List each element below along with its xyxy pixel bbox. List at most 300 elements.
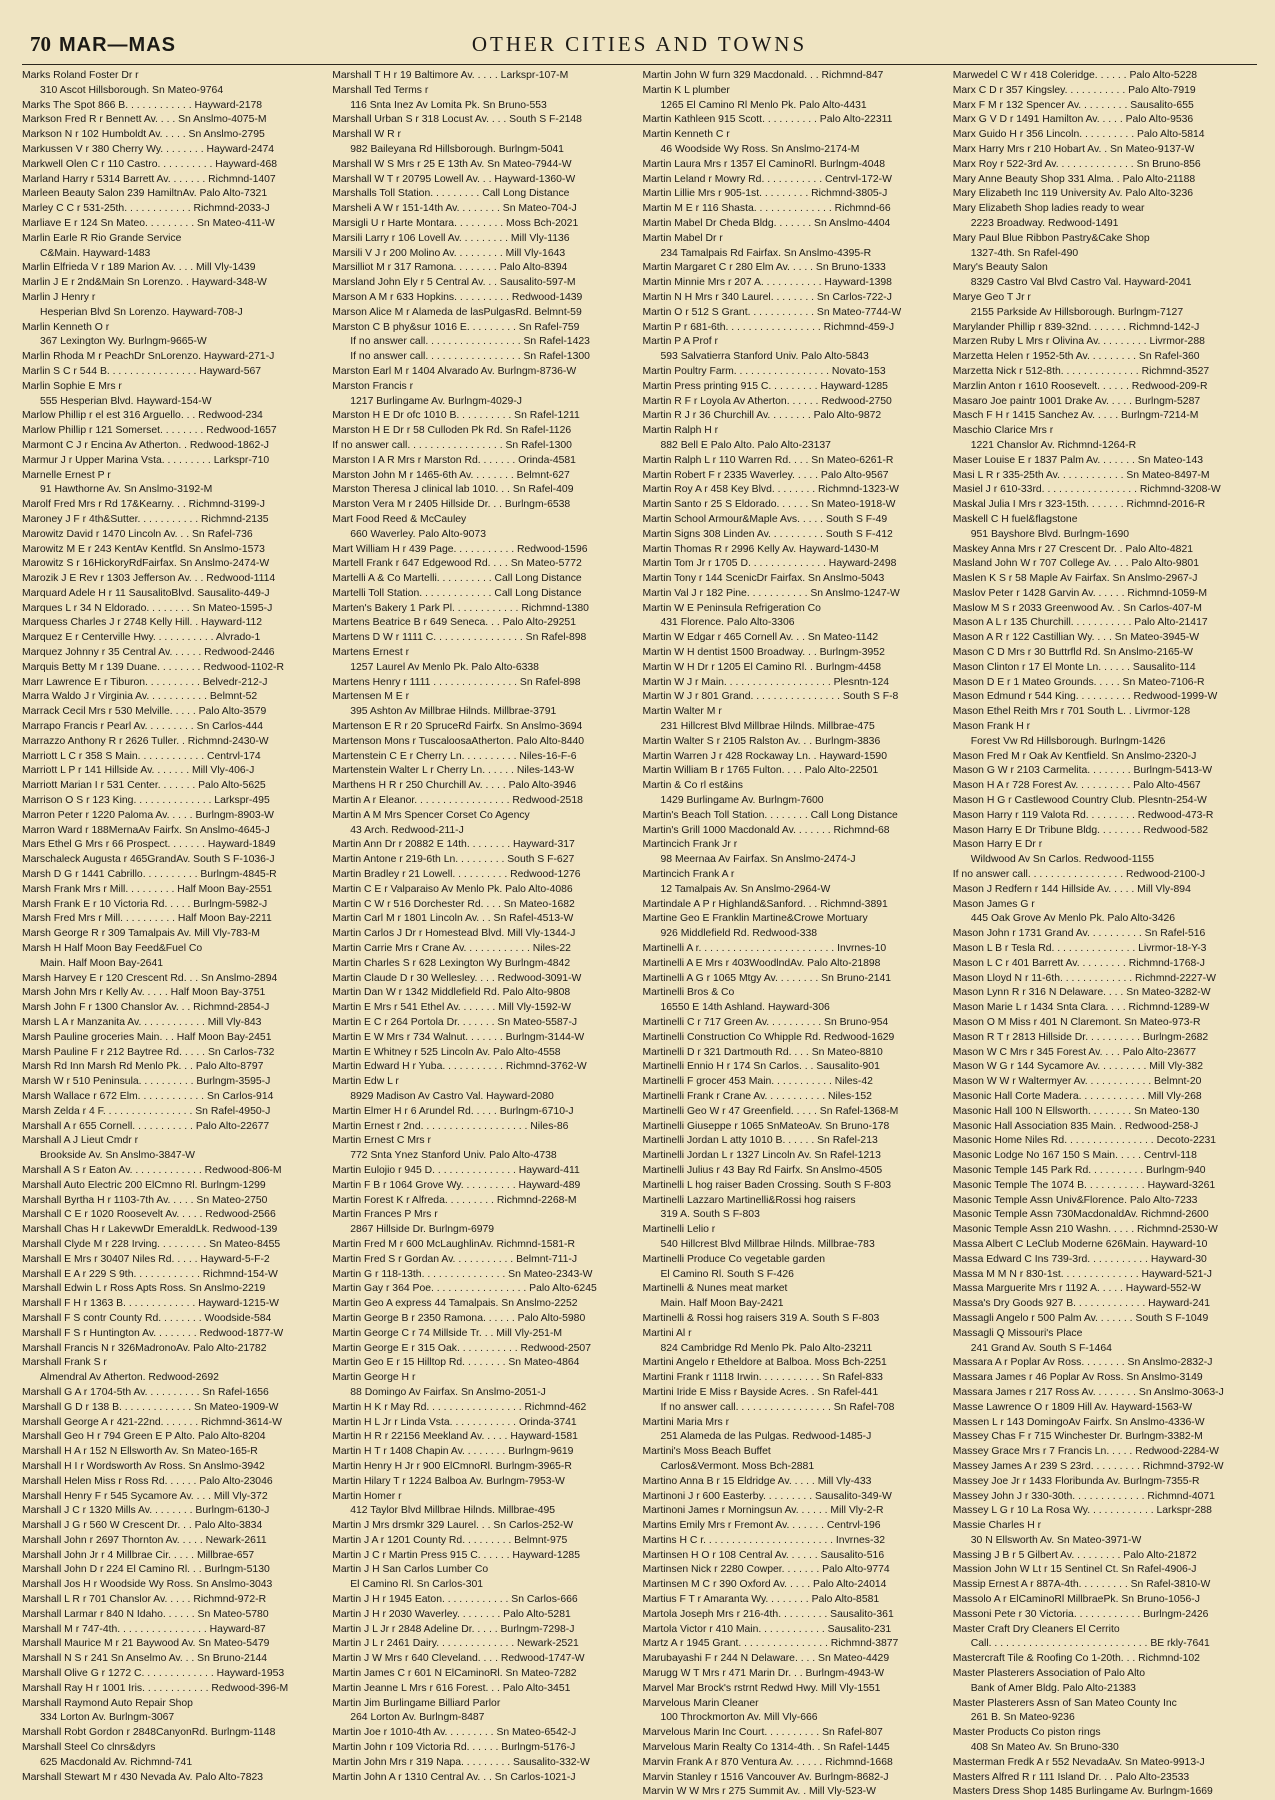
listing-entry: Marleen Beauty Salon 239 HamiltnAv. Palo Alto-7321 xyxy=(22,188,268,200)
listing-entry: Martin John Mrs r 319 Napa. . . . . . . . . Sausalito-332-W xyxy=(332,1756,590,1768)
listing-entry: Mars Ethel G Mrs r 66 Prospect. . . . . . . Hayward-1849 xyxy=(22,839,276,851)
listing-entry: Marvin W W Mrs r 275 Summit Av. . Mill Vly-523-W xyxy=(642,1786,876,1798)
listing-address-line: 12 Tamalpais Av. Sn Anslmo-2964-W xyxy=(660,883,831,895)
listing-entry: Martin W Edgar r 465 Cornell Av. . . Sn Mateo-1142 xyxy=(642,632,879,644)
listing-entry: Massey Joe Jr r 1433 Floribunda Av. Burlngm-7355-R xyxy=(952,1475,1200,1487)
listing-entry: Marx Harry Mrs r 210 Hobart Av. . Sn Mateo-9137-W xyxy=(952,143,1195,155)
page-header xyxy=(22,30,1257,65)
listing-entry: Marten's Bakery 1 Park Pl. . . . . . . . . . . . Richmnd-1380 xyxy=(332,602,589,614)
listing-entry: Martin Eulojio r 945 D. . . . . . . . . . . . . . . Hayward-411 xyxy=(332,1164,580,1176)
listing-entry: Mary's Beauty Salon xyxy=(952,262,1048,274)
listing-address-line: 234 Tamalpais Rd Fairfax. Sn Anslmo-4395-R xyxy=(660,247,872,259)
listing-entry: Markwell Olen C r 110 Castro. . . . . . . . . . Hayward-468 xyxy=(22,158,278,170)
listing-entry: Martenson E R r 20 SpruceRd Fairfx. Sn Anslmo-3694 xyxy=(332,721,583,733)
listing-entry: Martin J L r 2461 Dairy. . . . . . . . . . . . . . Newark-2521 xyxy=(332,1638,579,1650)
listing-entry: Marshall Clyde M r 228 Irving. . . . . . . . . Sn Mateo-8455 xyxy=(22,1238,281,1250)
listing-entry: Markussen V r 380 Cherry Wy. . . . . . . . Hayward-2474 xyxy=(22,143,275,155)
listing-entry: Mason A L r 135 Churchill. . . . . . . . . . . Palo Alto-21417 xyxy=(952,617,1208,629)
listing-entry: Martell Frank r 647 Edgewood Rd. . . . Sn Mateo-5772 xyxy=(332,558,582,570)
listing-entry: Marquez E r Centerville Hwy. . . . . . . . . . . Alvrado-1 xyxy=(22,632,261,644)
listing-entry: Martin J Mrs drsmkr 329 Laurel. . . Sn Carlos-252-W xyxy=(332,1520,574,1532)
listing-entry: Maser Louise E r 1837 Palm Av. . . . . . . Sn Mateo-143 xyxy=(952,454,1204,466)
listing-entry: Massa Albert C LeClub Moderne 626Main. Hayward-10 xyxy=(952,1238,1208,1250)
listing-entry: Martinsen H O r 108 Central Av. . . . . . Sausalito-516 xyxy=(642,1549,885,1561)
listing-entry: Mason Fred M r Oak Av Kentfield. Sn Anslmo-2320-J xyxy=(952,750,1197,762)
listing-entry: Massara James r 217 Ross Av. . . . . . . . Sn Anslmo-3063-J xyxy=(952,1386,1224,1398)
listing-entry: Masonic Lodge No 167 150 S Main. . . . . Centrvl-118 xyxy=(952,1150,1197,1162)
listing-entry: Maslow M S r 2033 Greenwood Av. . Sn Carlos-407-M xyxy=(952,602,1202,614)
listing-entry: Marlin Kenneth O r xyxy=(22,321,110,333)
listing-entry: Mason R T r 2813 Hillside Dr. . . . . . . . . . Burlngm-2682 xyxy=(952,1031,1209,1043)
listing-entry: Martin Roy A r 458 Key Blvd. . . . . . . . Richmnd-1323-W xyxy=(642,484,899,496)
listing-entry: Martin William B r 1765 Fulton. . . . Palo Alto-22501 xyxy=(642,765,879,777)
listing-address-line: 251 Alameda de las Pulgas. Redwood-1485-J xyxy=(660,1431,872,1443)
listing-address-line: 116 Snta Inez Av Lomita Pk. Sn Bruno-553 xyxy=(350,99,547,111)
listing-entry: Maslen K S r 58 Maple Av Fairfax. Sn Anslmo-2967-J xyxy=(952,573,1198,585)
listing-entry: Marshall Maurice M r 21 Baywood Av. Sn Mateo-5479 xyxy=(22,1638,270,1650)
listing-entry: Marshall Edwin L r Ross Apts Ross. Sn Anslmo-2219 xyxy=(22,1283,266,1295)
listing-entry: Marshall Olive G r 1272 C. . . . . . . . . . . . . Hayward-1953 xyxy=(22,1668,285,1680)
listing-entry: Martin George B r 2350 Ramona. . . . . . Palo Alto-5980 xyxy=(332,1312,586,1324)
listing-entry: Masonic Hall 100 N Ellsworth. . . . . . . . Sn Mateo-130 xyxy=(952,1105,1200,1117)
listing-entry: Marshall Ray H r 1001 Iris. . . . . . . . . . . . Redwood-396-M xyxy=(22,1682,289,1694)
listing-entry: Martin Bradley r 21 Lowell. . . . . . . . . . Redwood-1276 xyxy=(332,869,581,881)
listing-entry: Mason H G r Castlewood Country Club. Plesntn-254-W xyxy=(952,795,1207,807)
listing-entry: Marshall G D r 138 B. . . . . . . . . . . . . Sn Mateo-1909-W xyxy=(22,1401,279,1413)
listing-columns xyxy=(22,69,1257,1800)
listing-address-line: 334 Lorton Av. Burlngm-3067 xyxy=(40,1712,175,1724)
listing-entry: Martola Joseph Mrs r 216-4th. . . . . . . . . Sausalito-361 xyxy=(642,1608,894,1620)
listing-entry: Martin R F r Loyola Av Atherton. . . . . . Redwood-2750 xyxy=(642,395,892,407)
listing-entry: Mason G W r 2103 Carmelita. . . . . . . . Burlngm-5413-W xyxy=(952,765,1213,777)
listing-address-line: 1257 Laurel Av Menlo Pk. Palo Alto-6338 xyxy=(350,661,539,673)
listing-entry: Martinelli & Rossi hog raisers 319 A. South S F-803 xyxy=(642,1312,880,1324)
listing-entry: Marlin S C r 544 B. . . . . . . . . . . . . . . . Hayward-567 xyxy=(22,365,262,377)
listing-entry: Maslov Peter r 1428 Garvin Av. . . . . . Richmnd-1059-M xyxy=(952,587,1208,599)
listing-entry: Marx Roy r 522-3rd Av. . . . . . . . . . . . . . Sn Bruno-856 xyxy=(952,158,1201,170)
listing-entry: Marsh W r 510 Peninsula. . . . . . . . . . Burlngm-3595-J xyxy=(22,1076,271,1088)
listing-entry: Martin P A Prof r xyxy=(642,336,718,348)
listing-entry: Marvin Frank A r 870 Ventura Av. . . . . . Richmnd-1668 xyxy=(642,1756,893,1768)
listing-address-line: C&Main. Hayward-1483 xyxy=(40,247,151,259)
listing-entry: Martini Maria Mrs r xyxy=(642,1416,730,1428)
listing-entry: Martin W H dentist 1500 Broadway. . . Burlngm-3952 xyxy=(642,647,885,659)
listing-entry: Martin John W furn 329 Macdonald. . . Richmnd-847 xyxy=(642,70,884,81)
listing-entry: Marlow Phillip r 121 Somerset. . . . . . . . Redwood-1657 xyxy=(22,425,277,437)
listing-entry: Martin W J r 801 Grand. . . . . . . . . . . . . . . . South S F-8 xyxy=(642,691,899,703)
listing-entry: Masterman Fredk A r 552 NevadaAv. Sn Mateo-9913-J xyxy=(952,1756,1205,1768)
listing-entry: Marshall Steel Co clnrs&dyrs xyxy=(22,1742,156,1754)
listing-entry: Martin C W r 516 Dorchester Rd. . . . Sn Mateo-1682 xyxy=(332,898,575,910)
listing-entry: Martin's Beach Toll Station. . . . . . . . Call Long Distance xyxy=(642,809,898,821)
listing-entry: Martin J A r 1201 County Rd. . . . . . . . . Belmnt-975 xyxy=(332,1534,568,1546)
listing-entry: Martin Kenneth C r xyxy=(642,129,730,141)
listing-entry: Marye Geo T Jr r xyxy=(952,291,1031,303)
listing-entry: Martin J L Jr r 2848 Adeline Dr. . . . . Burlngm-7298-J xyxy=(332,1623,575,1635)
listing-entry: Mason L C r 401 Barrett Av. . . . . . . . . Richmnd-1768-J xyxy=(952,957,1205,969)
listing-entry: Marowitz S r 16HickoryRdFairfax. Sn Anslmo-2474-W xyxy=(22,558,270,570)
listing-entry: Markson Fred R r Bennett Av. . . . Sn Anslmo-4075-M xyxy=(22,114,267,126)
listing-address-line: Brookside Av. Sn Anslmo-3847-W xyxy=(40,1150,195,1162)
listing-entry: Marowitz David r 1470 Lincoln Av. . . Sn Rafel-736 xyxy=(22,528,253,540)
listing-entry: Martini Angelo r Etheldore at Balboa. Moss Bch-2251 xyxy=(642,1357,887,1369)
listing-entry: Marshall J G r 560 W Crescent Dr. . . Palo Alto-3834 xyxy=(22,1520,263,1532)
listing-entry: Marmur J r Upper Marina Vsta. . . . . . . . . Larkspr-710 xyxy=(22,454,270,466)
listing-entry: Marshall Jos H r Woodside Wy Ross. Sn Anslmo-3043 xyxy=(22,1579,273,1591)
listing-entry: Marston Vera M r 2405 Hillside Dr. . . Burlngm-6538 xyxy=(332,499,571,511)
listing-entry: Martin O r 512 S Grant. . . . . . . . . . . . Sn Mateo-7744-W xyxy=(642,306,902,318)
listing-entry: If no answer call. . . . . . . . . . . . . . . . . Sn Rafel-1300 xyxy=(332,439,572,451)
listing-entry: Marugg W T Mrs r 471 Marin Dr. . . Burlngm-4943-W xyxy=(642,1668,885,1680)
listing-entry: Marston I A R Mrs r Marston Rd. . . . . . . Orinda-4581 xyxy=(332,454,576,466)
listing-entry: Marsh L A r Manzanita Av. . . . . . . . . . . . Mill Vly-843 xyxy=(22,1017,262,1028)
listing-entry: Marx F M r 132 Spencer Av. . . . . . . . . Sausalito-655 xyxy=(952,99,1194,111)
listing-entry: Martinelli C r 717 Green Av. . . . . . . . . . Sn Bruno-954 xyxy=(642,1017,889,1028)
listing-entry: Martin Joe r 1010-4th Av. . . . . . . . . Sn Mateo-6542-J xyxy=(332,1727,577,1739)
listing-entry: Martinelli Bros & Co xyxy=(642,987,735,999)
listing-entry: Martz A r 1945 Grant. . . . . . . . . . . . . . . . Richmnd-3877 xyxy=(642,1638,899,1650)
listing-entry: Marvin Stanley r 1516 Vancouver Av. Burlngm-8682-J xyxy=(642,1771,889,1783)
listing-entry: Masonic Home Niles Rd. . . . . . . . . . . . . . . . Decoto-2231 xyxy=(952,1135,1217,1147)
listing-entry: Martini Iride E Miss r Bayside Acres. . Sn Rafel-441 xyxy=(642,1386,879,1398)
listing-address-line: 408 Sn Mateo Av. Sn Bruno-330 xyxy=(970,1742,1119,1754)
listing-entry: Marshall Robt Gordon r 2848CanyonRd. Burlngm-1148 xyxy=(22,1727,276,1739)
listing-entry: Martin E Mrs r 541 Ethel Av. . . . . . . Mill Vly-1592-W xyxy=(332,1002,571,1014)
page-title: OTHER CITIES AND TOWNS xyxy=(471,32,808,56)
listing-address-line: 445 Oak Grove Av Menlo Pk. Palo Alto-3426 xyxy=(970,913,1176,925)
listing-entry: Marshall W T r 20795 Lowell Av. . . Hayward-1360-W xyxy=(332,173,576,185)
listing-address-line: 261 B. Sn Mateo-9236 xyxy=(970,1712,1075,1724)
listing-entry: Maskell C H fuel&flagstone xyxy=(952,513,1078,525)
listing-entry: Marvelous Marin Inc Court. . . . . . . . . . Sn Rafel-807 xyxy=(642,1727,883,1739)
listing-entry: Masters Alfred R r 111 Island Dr. . . Palo Alto-23533 xyxy=(952,1771,1190,1783)
listing-address-line: 8329 Castro Val Blvd Castro Val. Hayward-2041 xyxy=(970,277,1192,289)
listing-entry: Martin Poultry Farm. . . . . . . . . . . . . . . . . Novato-153 xyxy=(642,365,886,377)
listing-entry: Martinelli Jordan L atty 1010 B. . . . . . Sn Rafel-213 xyxy=(642,1135,878,1147)
listing-entry: Massey Chas F r 715 Winchester Dr. Burlngm-3382-M xyxy=(952,1431,1203,1443)
listing-entry: Martin P r 681-6th. . . . . . . . . . . . . . . . . Richmnd-459-J xyxy=(642,321,895,333)
listing-entry: Martinsen Nick r 2280 Cowper. . . . . . . Palo Alto-9774 xyxy=(642,1564,890,1576)
listing-address-line: If no answer call. . . . . . . . . . . . . . . . . Sn Rafel-708 xyxy=(660,1401,895,1413)
listing-entry: Massey John J r 330-30th. . . . . . . . . . . . . Richmnd-4071 xyxy=(952,1490,1215,1502)
listing-address-line: 1429 Burlingame Av. Burlngm-7600 xyxy=(660,795,824,807)
listing-entry: Marsh George R r 309 Tamalpais Av. Mill Vly-783-M xyxy=(22,928,260,940)
listing-entry: Masonic Hall Association 835 Main. . Redwood-258-J xyxy=(952,1120,1199,1132)
listing-entry: Marvel Mar Brock's rstrnt Redwd Hwy. Mill Vly-1551 xyxy=(642,1682,881,1694)
listing-entry: Martin George E r 315 Oak. . . . . . . . . . . Redwood-2507 xyxy=(332,1342,591,1354)
listing-entry: Marlin Earle R Rio Grande Service xyxy=(22,232,182,244)
listing-entry: Martens D W r 1111 C. . . . . . . . . . . . . . . . Sn Rafel-898 xyxy=(332,632,587,644)
listing-entry: Masch F H r 1415 Sanchez Av. . . . . Burlngm-7214-M xyxy=(952,410,1199,422)
listing-entry: Marston Earl M r 1404 Alvarado Av. Burlngm-8736-W xyxy=(332,365,577,377)
listing-column-3 xyxy=(643,69,947,1800)
listing-address-line: Wildwood Av Sn Carlos. Redwood-1155 xyxy=(970,854,1155,866)
listing-entry: Marshall A S r Eaton Av. . . . . . . . . . . . . Redwood-806-M xyxy=(22,1164,282,1176)
listing-entry: Martin Signs 308 Linden Av. . . . . . . . . . South S F-412 xyxy=(642,528,893,540)
alpha-range: MAR—MAS xyxy=(59,34,176,56)
listing-address-line: 1217 Burlingame Av. Burlngm-4029-J xyxy=(350,395,522,407)
listing-entry: Martinelli A G r 1065 Mtgy Av. . . . . . . . Sn Bruno-2141 xyxy=(642,972,892,984)
listing-entry: Martelli A & Co Martelli. . . . . . . . . . Call Long Distance xyxy=(332,573,582,585)
listing-address-line: 412 Taylor Blvd Millbrae Hilnds. Millbrae-495 xyxy=(350,1505,556,1517)
listing-entry: Martin Antone r 219-6th Ln. . . . . . . . . South S F-627 xyxy=(332,854,575,866)
listing-entry: Martinelli A E Mrs r 403WoodlndAv. Palo Alto-21898 xyxy=(642,957,881,969)
listing-entry: Marsh Zelda r 4 F. . . . . . . . . . . . . . . . Sn Rafel-4950-J xyxy=(22,1105,271,1117)
listing-entry: Martin Minnie Mrs r 207 A. . . . . . . . . . . Hayward-1398 xyxy=(642,277,892,289)
listing-address-line: Main. Half Moon Bay-2641 xyxy=(40,957,164,969)
listing-entry: Marozik J E Rev r 1303 Jefferson Av. . . Redwood-1114 xyxy=(22,573,276,585)
listing-address-line: 2867 Hillside Dr. Burlngm-6979 xyxy=(350,1224,495,1236)
listing-entry: Martius F T r Amaranta Wy. . . . . . . . Palo Alto-8581 xyxy=(642,1594,880,1606)
listing-entry: Martin Carl M r 1801 Lincoln Av. . . Sn Rafel-4513-W xyxy=(332,913,574,925)
listing-entry: Martin Ernest r 2nd. . . . . . . . . . . . . . . . . . . Niles-86 xyxy=(332,1120,569,1132)
listing-address-line: 100 Throckmorton Av. Mill Vly-666 xyxy=(660,1712,818,1724)
listing-entry: Marshall J C r 1320 Mills Av. . . . . . . . Burlngm-6130-J xyxy=(22,1505,270,1517)
listing-entry: Marsili V J r 200 Molino Av. . . . . . . . . Mill Vly-1643 xyxy=(332,247,566,259)
listing-entry: Marshall Henry F r 545 Sycamore Av. . . . Mill Vly-372 xyxy=(22,1490,268,1502)
listing-entry: Martenstein Walter L r Cherry Ln. . . . . . Niles-143-W xyxy=(332,765,574,777)
listing-entry: Marsh Wallace r 672 Elm. . . . . . . . . . . . Sn Carlos-914 xyxy=(22,1090,274,1102)
listing-entry: Martens Henry r 1111 . . . . . . . . . . . . . . . Sn Rafel-898 xyxy=(332,676,581,688)
listing-entry: Martin Frances P Mrs r xyxy=(332,1209,438,1221)
listing-entry: Martin George C r 74 Millside Tr. . . Mill Vly-251-M xyxy=(332,1327,563,1339)
listing-address-line: 772 Snta Ynez Stanford Univ. Palo Alto-4738 xyxy=(350,1150,557,1162)
listing-entry: Martinelli Giuseppe r 1065 SnMateoAv. Sn Bruno-178 xyxy=(642,1120,890,1132)
listing-entry: Martin Ralph H r xyxy=(642,425,719,437)
listing-address-line: Carlos&Vermont. Moss Bch-2881 xyxy=(660,1460,815,1472)
listing-entry: Massagli Q Missouri's Place xyxy=(952,1327,1083,1339)
listing-entry: Martin Walter M r xyxy=(642,706,722,718)
listing-address-line: Hesperian Blvd Sn Lorenzo. Hayward-708-J xyxy=(40,306,243,318)
listing-entry: Marriott L P r 141 Hillside Av. . . . . . . Mill Vly-406-J xyxy=(22,765,255,777)
listing-entry: Marlow Phillip r el est 316 Arguello. . . Redwood-234 xyxy=(22,410,263,422)
listing-entry: Marshall Byrtha H r 1103-7th Av. . . . . Sn Mateo-2750 xyxy=(22,1194,268,1206)
listing-address-line: 1265 El Camino Rl Menlo Pk. Palo Alto-4431 xyxy=(660,99,867,111)
listing-entry: Marshall T H r 19 Baltimore Av. . . . . Larkspr-107-M xyxy=(332,70,569,81)
listing-entry: Martin J H r 1945 Eaton. . . . . . . . . . . . Sn Carlos-666 xyxy=(332,1594,578,1606)
listing-entry: Martin George H r xyxy=(332,1372,416,1384)
listing-entry: Martincich Frank A r xyxy=(642,869,735,881)
listing-entry: Marr Lawrence E r Tiburon. . . . . . . . . . Belvedr-212-J xyxy=(22,676,268,688)
listing-entry: Marsh Rd Inn Marsh Rd Menlo Pk. . . Palo Alto-8797 xyxy=(22,1061,264,1073)
listing-entry: Martin Press printing 915 C. . . . . . . . . Hayward-1285 xyxy=(642,380,888,392)
listing-entry: Massa Marguerite Mrs r 1192 A. . . . . Hayward-552-W xyxy=(952,1283,1201,1295)
listing-entry: Martinelli Geo W r 47 Greenfield. . . . . Sn Rafel-1368-M xyxy=(642,1105,899,1117)
listing-entry: Marubayashi F r 244 N Delaware. . . . Sn Mateo-4429 xyxy=(642,1653,890,1665)
listing-entry: Martin Fred S r Gordan Av. . . . . . . . . . . Belmnt-711-J xyxy=(332,1253,578,1265)
listing-entry: Masonic Temple Assn Univ&Florence. Palo Alto-7233 xyxy=(952,1194,1198,1206)
listing-entry: Marshall Geo H r 794 Green E P Alto. Palo Alto-8204 xyxy=(22,1431,266,1443)
listing-entry: Marshall George A r 421-22nd. . . . . . . Richmnd-3614-W xyxy=(22,1416,282,1428)
listing-address-line: El Camino Rl. South S F-426 xyxy=(660,1268,794,1280)
listing-entry: Martin J W Mrs r 640 Cleveland. . . . Redwood-1747-W xyxy=(332,1653,585,1665)
listing-address-line: 431 Florence. Palo Alto-3306 xyxy=(660,617,795,629)
listing-entry: Marshall A r 655 Cornell. . . . . . . . . . . Palo Alto-22677 xyxy=(22,1120,270,1132)
listing-entry: Martens Beatrice B r 649 Seneca. . . Palo Alto-29251 xyxy=(332,617,576,629)
listing-entry: Massara James r 46 Poplar Av Ross. Sn Anslmo-3149 xyxy=(952,1372,1203,1384)
listing-entry: Marshall Auto Electric 200 ElCmno Rl. Burlngm-1299 xyxy=(22,1179,266,1191)
listing-entry: Mason H A r 728 Forest Av. . . . . . . . . . Palo Alto-4567 xyxy=(952,780,1201,792)
listing-entry: Mason Edmund r 544 King. . . . . . . . . . Redwood-1999-W xyxy=(952,691,1218,703)
listing-entry: Marsh John F r 1300 Chanslor Av. . . Richmnd-2854-J xyxy=(22,1002,270,1014)
listing-entry: Marthens H R r 250 Churchill Av. . . . . Palo Alto-3946 xyxy=(332,780,577,792)
listing-entry: Martino Anna B r 15 Eldridge Av. . . . . Mill Vly-433 xyxy=(642,1475,872,1487)
listing-entry: Mastercraft Tile & Roofing Co 1-20th. . . Richmnd-102 xyxy=(952,1653,1200,1665)
listing-address-line: 231 Hillcrest Blvd Millbrae Hilnds. Millbrae-475 xyxy=(660,721,875,733)
listing-entry: Maschio Clarice Mrs r xyxy=(952,425,1054,437)
listing-entry: Martinelli A r. . . . . . . . . . . . . . . . . . . . . . . . Invrnes-10 xyxy=(642,943,887,955)
listing-entry: Martin K L plumber xyxy=(642,84,730,96)
listing-entry: Martin A r Eleanor. . . . . . . . . . . . . . . . . Redwood-2518 xyxy=(332,795,583,807)
listing-entry: Martinsen M C r 390 Oxford Av. . . . . Palo Alto-24014 xyxy=(642,1579,887,1591)
listing-entry: Mason Lloyd N r 11-6th. . . . . . . . . . . . . Richmnd-2227-W xyxy=(952,972,1216,984)
listing-entry: Martin John A r 1310 Central Av. . . Sn Carlos-1021-J xyxy=(332,1771,576,1783)
listing-entry: Marshall Francis N r 326MadronoAv. Palo Alto-21782 xyxy=(22,1342,267,1354)
listing-entry: Mason Clinton r 17 El Monte Ln. . . . . . Sausalito-114 xyxy=(952,661,1196,673)
listing-entry: Mason Harry E Dr Tribune Bldg. . . . . . . . Redwood-582 xyxy=(952,824,1209,836)
listing-entry: Mason Marie L r 1434 Snta Clara. . . . Richmnd-1289-W xyxy=(952,1002,1210,1014)
listing-entry: Marley C C r 531-25th. . . . . . . . . . . . Richmnd-2033-J xyxy=(22,203,270,215)
listing-address-line: 98 Meernaa Av Fairfax. Sn Anslmo-2474-J xyxy=(660,854,856,866)
listing-entry: Marrison O S r 123 King. . . . . . . . . . . . . . Larkspr-495 xyxy=(22,795,270,807)
listing-entry: Massen L r 143 DomingoAv Fairfx. Sn Anslmo-4336-W xyxy=(952,1416,1205,1428)
listing-entry: Marsh D G r 1441 Cabrillo. . . . . . . . . . Burlngm-4845-R xyxy=(22,869,277,881)
listing-entry: Massey James A r 239 S 23rd. . . . . . . . . Richmnd-3792-W xyxy=(952,1460,1224,1472)
listing-entry: Marsh H Half Moon Bay Feed&Fuel Co xyxy=(22,943,203,955)
listing-entry: Marsh Pauline groceries Main. . . Half Moon Bay-2451 xyxy=(22,1031,272,1043)
listing-entry: Marriott Marian I r 531 Center. . . . . . . Palo Alto-5625 xyxy=(22,780,266,792)
listing-entry: Massip Ernest A r 887A-4th. . . . . . . . . Sn Rafel-3810-W xyxy=(952,1579,1211,1591)
listing-entry: Martinelli Construction Co Whipple Rd. Redwood-1629 xyxy=(642,1031,895,1043)
listing-entry: Mason J Redfern r 144 Hillside Av. . . . . Mill Vly-894 xyxy=(952,883,1191,895)
page-number: 70 xyxy=(30,32,51,56)
listing-entry: Mason James G r xyxy=(952,898,1035,910)
listing-address-line: 882 Bell E Palo Alto. Palo Alto-23137 xyxy=(660,439,831,451)
listing-address-line: Bank of Amer Bldg. Palo Alto-21383 xyxy=(970,1682,1136,1694)
listing-entry: Martinelli Ennio H r 174 Sn Carlos. . . Sausalito-901 xyxy=(642,1061,880,1073)
listing-entry: Martine Geo E Franklin Martine&Crowe Mortuary xyxy=(642,913,868,925)
listing-entry: Marsigli U r Harte Montara. . . . . . . . . Moss Bch-2021 xyxy=(332,217,579,229)
listing-entry: Martin Jim Burlingame Billiard Parlor xyxy=(332,1697,501,1709)
listing-entry: Martinelli D r 321 Dartmouth Rd. . . . Sn Mateo-8810 xyxy=(642,1046,883,1058)
listing-entry: Massa M M N r 830-1st. . . . . . . . . . . . . . Hayward-521-J xyxy=(952,1268,1213,1280)
listing-address-line: 395 Ashton Av Millbrae Hilnds. Millbrae-3791 xyxy=(350,706,557,718)
listing-entry: Martola Victor r 410 Main. . . . . . . . . . . . Sausalito-231 xyxy=(642,1623,892,1635)
listing-entry: Marsili Larry r 106 Lovell Av. . . . . . . . . Mill Vly-1136 xyxy=(332,232,570,244)
listing-entry: Marshall Larmar r 840 N Idaho. . . . . . Sn Mateo-5780 xyxy=(22,1608,269,1620)
listing-entry: Martin G r 118-13th. . . . . . . . . . . . . . . Sn Mateo-2343-W xyxy=(332,1268,593,1280)
listing-entry: Masland John W r 707 College Av. . . . Palo Alto-9801 xyxy=(952,558,1199,570)
listing-entry: Marx C D r 357 Kingsley. . . . . . . . . . . Palo Alto-7919 xyxy=(952,84,1196,96)
listing-entry: Mason W G r 144 Sycamore Av. . . . . . . . . Mill Vly-382 xyxy=(952,1061,1203,1073)
listing-address-line: If no answer call. . . . . . . . . . . . . . . . . Sn Rafel-1423 xyxy=(350,336,590,348)
listing-entry: Master Plasterers Assn of San Mateo County Inc xyxy=(952,1697,1177,1709)
listing-entry: Martin Walter S r 2105 Ralston Av. . . Burlngm-3836 xyxy=(642,735,881,747)
listing-entry: Mason Frank H r xyxy=(952,721,1031,733)
listing-address-line: 30 N Ellsworth Av. Sn Mateo-3971-W xyxy=(970,1534,1142,1546)
listing-entry: Marshall H A r 152 N Ellsworth Av. Sn Mateo-165-R xyxy=(22,1446,258,1458)
listing-entry: Masonic Temple Assn 730MacdonaldAv. Richmnd-2600 xyxy=(952,1209,1209,1221)
listing-entry: Mary Paul Blue Ribbon Pastry&Cake Shop xyxy=(952,232,1150,244)
listing-entry: Martenson Mons r TuscaloosaAtherton. Palo Alto-8440 xyxy=(332,735,585,747)
listing-entry: Marmont C J r Encina Av Atherton. . Redwood-1862-J xyxy=(22,439,269,451)
listing-entry: Marnelle Ernest P r xyxy=(22,469,111,481)
listing-entry: Maskey Anna Mrs r 27 Crescent Dr. . Palo Alto-4821 xyxy=(952,543,1193,555)
listing-entry: Martin Ernest C Mrs r xyxy=(332,1135,431,1147)
listing-entry: Mason W C Mrs r 345 Forest Av. . . . Palo Alto-23677 xyxy=(952,1046,1197,1058)
listing-entry: Martin Ralph L r 110 Warren Rd. . . . Sn Mateo-6261-R xyxy=(642,454,894,466)
listing-entry: Marshall A J Lieut Cmdr r xyxy=(22,1135,139,1147)
listing-address-line: 88 Domingo Av Fairfax. Sn Anslmo-2051-J xyxy=(350,1386,546,1398)
listing-entry: Martin & Co rl est&ins xyxy=(642,780,743,792)
listing-entry: Martin Lillie Mrs r 905-1st. . . . . . . . . Richmnd-3805-J xyxy=(642,188,888,200)
listing-entry: Marshall Helen Miss r Ross Rd. . . . . . Palo Alto-23046 xyxy=(22,1475,273,1487)
listing-entry: Martin Fred M r 600 McLaughlinAv. Richmnd-1581-R xyxy=(332,1238,575,1250)
listing-entry: Marx G V D r 1491 Hamilton Av. . . . . Palo Alto-9536 xyxy=(952,114,1194,126)
listing-entry: Martens Ernest r xyxy=(332,647,410,659)
listing-entry: Massey Grace Mrs r 7 Francis Ln. . . . . Redwood-2284-W xyxy=(952,1446,1219,1458)
listing-entry: Marson A M r 633 Hopkins. . . . . . . . . . Redwood-1439 xyxy=(332,291,583,303)
listing-entry: Marriott L C r 358 S Main. . . . . . . . . . . . Centrvl-174 xyxy=(22,750,261,762)
listing-entry: Martin Geo E r 15 Hilltop Rd. . . . . . . . Sn Mateo-4864 xyxy=(332,1357,580,1369)
listing-entry: Marsh Pauline F r 212 Baytree Rd. . . . . Sn Carlos-732 xyxy=(22,1046,275,1058)
listing-entry: Martensen M E r xyxy=(332,691,410,703)
listing-entry: Maskal Julia I Mrs r 323-15th. . . . . . . Richmnd-2016-R xyxy=(952,499,1206,511)
listing-entry: Marshall Raymond Auto Repair Shop xyxy=(22,1697,193,1709)
listing-entry: Martin M E r 116 Shasta. . . . . . . . . . . . . . Richmnd-66 xyxy=(642,203,891,215)
listing-entry: Marrazzo Anthony R r 2626 Tuller. . Richmnd-2430-W xyxy=(22,735,269,747)
listing-entry: Massoni Pete r 30 Victoria. . . . . . . . . . . . Burlngm-2426 xyxy=(952,1608,1209,1620)
listing-entry: Martini Al r xyxy=(642,1327,692,1339)
listing-address-line: 2223 Broadway. Redwood-1491 xyxy=(970,217,1119,229)
listing-entry: Martin Dan W r 1342 Middlefield Rd. Palo Alto-9808 xyxy=(332,987,571,999)
listing-entry: Martincich Frank Jr r xyxy=(642,839,738,851)
listing-entry: Marston H E Dr ofc 1010 B. . . . . . . . . . Sn Rafel-1211 xyxy=(332,410,580,422)
listing-entry: Martinelli Frank r Crane Av. . . . . . . . . . . Niles-152 xyxy=(642,1090,872,1102)
listing-entry: Marlin Sophie E Mrs r xyxy=(22,380,122,392)
listing-address-line: 1327-4th. Sn Rafel-490 xyxy=(970,247,1079,259)
listing-entry: Martin Charles S r 628 Lexington Wy Burlngm-4842 xyxy=(332,957,571,969)
listing-entry: Marshall L R r 701 Chanslor Av. . . . . Richmnd-972-R xyxy=(22,1594,267,1606)
listing-entry: Master Products Co piston rings xyxy=(952,1727,1101,1739)
listing-entry: Martinelli L hog raiser Baden Crossing. South S F-803 xyxy=(642,1179,892,1191)
listing-entry: Marwedel C W r 418 Coleridge. . . . . . Palo Alto-5228 xyxy=(952,70,1198,81)
listing-entry: Martins H C r. . . . . . . . . . . . . . . . . . . . . . . Invrnes-32 xyxy=(642,1534,886,1546)
listing-entry: Marsh Fred Mrs r Mill. . . . . . . . . . Half Moon Bay-2211 xyxy=(22,913,272,925)
listing-entry: Martinelli Jordan L r 1327 Lincoln Av. Sn Rafel-1213 xyxy=(642,1150,881,1162)
listing-entry: Martin Kathleen 915 Scott. . . . . . . . . . Palo Alto-22311 xyxy=(642,114,893,126)
listing-entry: Martin Mabel Dr Cheda Bldg. . . . . . . Sn Anslmo-4404 xyxy=(642,217,891,229)
listing-entry: Martin E W Mrs r 734 Walnut. . . . . . . Burlngm-3144-W xyxy=(332,1031,585,1043)
listing-entry: Maroney J F r 4th&Sutter. . . . . . . . . . . Richmnd-2135 xyxy=(22,513,269,525)
listing-entry: Martinelli Lazzaro Martinelli&Rossi hog raisers xyxy=(642,1194,856,1206)
listing-entry: Masiel J r 610-33rd. . . . . . . . . . . . . . . . . Richmnd-3208-W xyxy=(952,484,1221,496)
listing-entry: Mason C D Mrs r 30 Buttrfld Rd. Sn Anslmo-2165-W xyxy=(952,647,1193,659)
listing-entry: Martin W E Peninsula Refrigeration Co xyxy=(642,602,821,614)
listing-entry: Marshall John Jr r 4 Millbrae Cir. . . . . Millbrae-657 xyxy=(22,1549,255,1561)
listing-entry: Marsland John Ely r 5 Central Av. . . Sausalito-597-M xyxy=(332,277,576,289)
listing-entry: Martin School Armour&Maple Avs. . . . . South S F-49 xyxy=(642,513,888,525)
listing-entry: Marquard Adele H r 11 SausalitoBlvd. Sausalito-449-J xyxy=(22,587,270,599)
listing-entry: Massing J B r 5 Gilbert Av. . . . . . . . . Palo Alto-21872 xyxy=(952,1549,1197,1561)
listing-entry: Masse Lawrence O r 1809 Hill Av. Hayward-1563-W xyxy=(952,1401,1193,1413)
listing-address-line: 824 Cambridge Rd Menlo Pk. Palo Alto-23211 xyxy=(660,1342,873,1354)
listing-entry: Marshall G A r 1704-5th Av. . . . . . . . . . Sn Rafel-1656 xyxy=(22,1386,269,1398)
listing-entry: Martin C E r Valparaiso Av Menlo Pk. Palo Alto-4086 xyxy=(332,883,573,895)
listing-entry: Martin John r 109 Victoria Rd. . . . . . Burlngm-5176-J xyxy=(332,1742,576,1754)
listing-entry: Mason O M Miss r 401 N Claremont. Sn Mateo-973-R xyxy=(952,1017,1201,1028)
listing-address-line: El Camino Rl. Sn Carlos-301 xyxy=(350,1579,484,1591)
